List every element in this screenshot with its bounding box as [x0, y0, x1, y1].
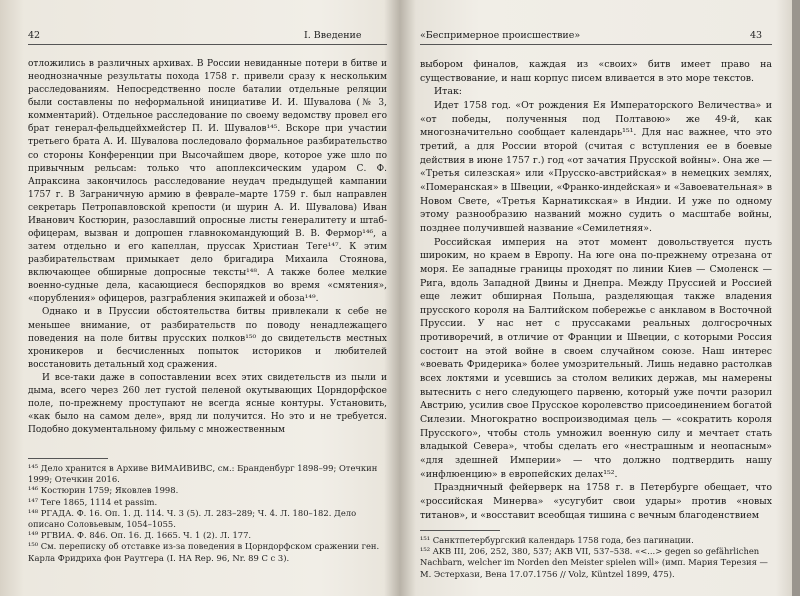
- footnote: ¹⁴⁵ Дело хранится в Архиве ВИМАИВИВС, см.: Бранденбург 1898–99; Отечкин 1999; Отечкин 2016.: [28, 463, 378, 485]
- footnote: ¹⁵⁰ См. переписку об отставке из-за поведения в Цорндорфском сражении ген. Карла Фридриха фон Раутгера (I. HA Rep. 96, Nr. 89 C c 3).: [28, 541, 380, 563]
- footnote-rule: [420, 530, 500, 531]
- main-text: [28, 58, 387, 437]
- footnote: ¹⁴⁸ РГАДА. Ф. 16. Оп. 1. Д. 114. Ч. 3 (5). Л. 283–289; Ч. 4. Л. 180–182. Дело описано Соловьевым, 1054–1055.: [28, 507, 357, 530]
- footnote: ¹⁵² AKB III, 206, 252, 380, 537; AKB VII, 537–538. «<...> gegen so gefährlichen Nachbarn, welcher im Norden den Meister spielen will» (имп. Мария Терезия — М. Эстерхази, Вена 17.07.1756 // Volz, Küntzel 1899, 475).: [420, 546, 768, 579]
- paragraph: Итак:: [434, 86, 462, 98]
- footnote: ¹⁵¹ Санктпетербургский календарь 1758 года, без пагинации.: [420, 535, 694, 545]
- right-page: [400, 0, 800, 596]
- footnote-rule: [28, 458, 108, 459]
- footnotes: [28, 463, 387, 564]
- paragraph: Праздничный фейерверк на 1758 г. в Петербурге обещает, что «российская Минерва» «усугубит свои удары» против «новых титанов», и «восставит всеобщая тишина с вечным благоденствием: [420, 482, 772, 521]
- footnote: ¹⁴⁷ Теге 1865, 1114 et passim.: [28, 496, 158, 507]
- paragraph: Однако и в Пруссии обстоятельства битвы привлекали к себе не меньшее внимание, от разбирательств по поводу ненадлежащего поведения на поле битвы прусских полков¹⁵⁰ до свидетельств местных хроникеров и бесчисленных попыток историков и любителей восстановить детальный ход сражения.: [28, 307, 387, 370]
- paragraph: Идет 1758 год. «От рождения Ея Императорского Величества» и «от победы, полученныя под Полтавою» же 49-й, как многозначительно сообщает календарь¹⁵¹. Для нас важнее, что это третий, а для России второй (считая с вступления ее в боевые действия в июне 1757 г.) год «от зачатия Прусской войны». Она же — «Третья силезская» или «Прусско-австрийская» в немецких землях, «Померанская» в Швеции, «Франко-индейская» и «Завоевательная» в Новом Свете, «Третья Карнатикская» в Индии. И уже по одному этому разнообразию названий можно судить о масштабе войны, позднее получившей название «Семилетняя».: [420, 99, 772, 234]
- page-number: 42: [28, 30, 41, 41]
- paragraph: отложились в различных архивах. В России невиданные потери в битве и неоднозначные результаты похода 1758 г. привели сразу к нескольким расследованиям. Непосредственно после баталии отдельные реляции были составлены по неформальной инициативе И. И. Шувалова (№ 3, комментарий). Отдельное расследование по своему ведомству провел его брат генерал-фельдцейхмейстер П. И. Шувалов¹⁴⁵. Вскоре при участии третьего брата А. И. Шувалова последовало формальное разбирательство со стороны Конференции при Высочайшем дворе, которое уже шло по привычным рельсам: только что апоплексическим ударом С. Ф. Апраксина закончилось расследование неудач предыдущей кампании 1757 г. В Заграничную армию в феврале–марте 1759 г. был направлен секретарь Петропавловской крепости (и шурин А. И. Шувалова) Иван Иванович Костюрин, разославший опросные листы генералитету и штаб-офицерам, вызван и допрошен главнокомандующий В. В. Фермор¹⁴⁶, а затем отдельно и его капеллан, пруссак Христиан Теге¹⁴⁷. К этим разбирательствам примыкает дело бригадира Михаила Стоянова, включающее обширные допросные тексты¹⁴⁸. А также более мелкие военно-судные дела, касающиеся беспорядков во время «смятения», «порубления» офицеров, разграбления экипажей и обоза¹⁴⁹.: [28, 59, 387, 305]
- main-text: [420, 58, 772, 522]
- paragraph: И все-таки даже в сопоставлении всех этих свидетельств из пыли и дыма, всего через 260 лет густой пеленой окутывающих Цорндорфское поле, по-прежнему проступают не всегда ясные контуры. Установить, «как было на самом деле», вряд ли получится. Но это и не требуется. Подобно документальному фильму с множественным: [28, 372, 387, 436]
- paragraph: Российская империя на этот момент довольствуется пусть широким, но краем в Европу. На юге она по-прежнему отрезана от моря. Ее западные границы проходят по линии Киев — Смоленск — Рига, вдоль Западной Двины и Днепра. Между Пруссией и Россией еще лежит обширная Польша, разделяющая также владения прусского короля на Балтийском побережье с анклавом в Восточной Пруссии. У нас нет с пруссаками реальных долгосрочных противоречий, в отличие от Франции и Швеции, с которыми Россия состоит на этой войне в своем случайном союзе. Наш интерес «воевать Фридерика» более умозрительный. Лишь недавно растолкав всех локтями и усевшись за столом великих держав, мы намерены вытеснить с него следующего парвеню, который уже почти разорил Австрию, усилив свое Прусское королевство присоединением богатой Силезии. Многократно воспроизводимая цель — «сократить короля Прусского», чтобы столь умножил военную силу и мечтает стать владыкой Севера», чтобы сделать его «нестрашным и неопасным» «для здешней Империи» — что должно подтвердить нашу «инфлюенцию» в европейских делах¹⁵².: [420, 236, 772, 480]
- footnote: ¹⁴⁶ Костюрин 1759; Яковлев 1998.: [28, 485, 179, 496]
- scan-edge: [792, 0, 800, 596]
- header-rule: [420, 44, 772, 45]
- running-head: «Беспримерное происшествие»: [420, 30, 581, 41]
- running-head: I. Введение: [304, 30, 362, 41]
- header-rule: [28, 44, 387, 45]
- paragraph: выбором финалов, каждая из «своих» битв имеет право на существование, и наш корпус писем вливается в это море текстов.: [420, 59, 772, 84]
- page-number: 43: [750, 30, 763, 41]
- footnote: ¹⁴⁹ РГВИА. Ф. 846. Оп. 16. Д. 1665. Ч. 1 (2). Л. 177.: [28, 530, 252, 541]
- footnotes: [420, 535, 772, 580]
